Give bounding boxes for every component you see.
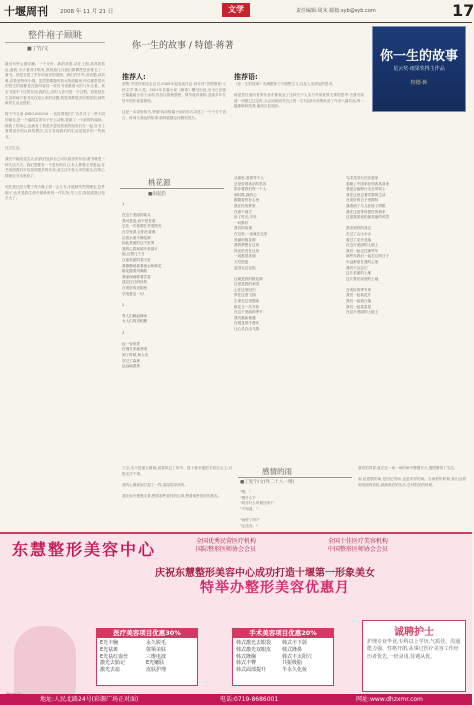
ad-address: 地址:人民北路24号(彩源广场正对面): [40, 696, 139, 703]
poem-2-column-3: 我们的青春,就在这一场一场的雨中慢慢长大,慢慢懂得了生活。 雨,是感情的雨,是回忆的雨,也是希望的雨。当雨停的时候,我们会看到美丽的彩虹,就像我们的生活,总有阳光的时候。: [358, 466, 466, 487]
ad-surgical-offer-box: [232, 628, 334, 686]
ad-association-item: 中国整形医师协会会员: [327, 546, 388, 553]
offer-item: 韩式丰下颌: [282, 640, 308, 646]
book-cover-image: [372, 26, 466, 112]
offer-item: E光祛红血丝: [100, 653, 129, 660]
offer-item: E光嫩肤: [146, 660, 165, 667]
ad-footer: [0, 694, 472, 705]
book-cover-subtitle: 星云奖·雨果奖得主作品: [393, 66, 445, 72]
offer-item: 韩式激光去眼袋: [236, 640, 272, 646]
poem-2-column-2: "喂。" "喂什么?" "明年什么时候回来?" "不知道。" "雨停了吗?" "还没有。": [240, 490, 274, 528]
ad-promo: 特举办整形美容优惠月: [200, 580, 350, 596]
ad-model-photo: [14, 626, 76, 696]
section-tag: 文学: [222, 3, 250, 17]
editor-info: 责任编辑:周末 邮箱:syb@syb.com: [296, 8, 376, 14]
ad-recruit-text: 护理专业毕业,专科以上学历,气质佳、沟通能力强、性格开朗,从事过医疗美容工作经历者优先,一经录用,待遇从优。: [367, 639, 461, 660]
ad-phone: 电话:0719-8686001: [220, 696, 279, 703]
offer-item: 射频美肤: [146, 646, 167, 653]
page-number: 17: [452, 1, 474, 20]
ad-surgical-offer-title: 手术美容项目优惠20%: [233, 629, 333, 638]
ad-medical-offer-items: [97, 638, 197, 676]
offer-item: 半永久化妆: [282, 667, 308, 674]
advertisement: [0, 532, 472, 705]
offer-item: 激光去痣: [100, 667, 121, 674]
issue-date: 2008 年 11 月 21 日: [60, 9, 114, 15]
masthead: 十堰周刊: [4, 5, 48, 18]
reason-label: 推荐语:: [234, 73, 258, 81]
left-article-title: 整件袍子顾眺: [5, 28, 105, 43]
page-header: [0, 0, 472, 23]
ad-surgical-offer-items: [233, 638, 333, 676]
offer-item: 韩式隆胸: [236, 653, 257, 660]
offer-item: 共振吸脂: [282, 660, 303, 667]
poem-1-title: 桃花源: [148, 178, 171, 187]
offer-item: 韩式激光双眼皮: [236, 646, 272, 653]
ad-association-item: 全国优秀民营医疗机构: [196, 538, 257, 545]
poem-1-column-2: 从那里,看看每个人 总是带着欢乐的笑容 陪伴着我们每一个人 那时候,我的心 跟随着你在心里 我在你的梦里 在那个地方 用了时光,半年 一切都好 我们的故事 在这里,一直就在这里 美丽的桃花源 我的梦想在这里 风光依旧在这里 一切都很美丽 天空很蓝 蓝得无边无际 这就是我的桃花源 这里是我的家园 心在这里回归 梦在这里飞翔 生命在这里继续 桃花又一次开放 在这个美丽的季节 我们重新相遇 在桃花林中漫步 让心灵自由飞翔: [234, 176, 268, 332]
recommender-text: 蔡骏,中国作家协会会员,2000年起发表作品,同年获"贝塔斯曼·人民文学"新人奖。2001年长篇小说《病毒》横空出世,至今已出版长篇悬疑小说十余部,作品以推理缜密、情节诡异著称,连续多年位居中国作家富豪榜。 这是一本奇妙的书,特德·蒋用短篇小说的形式讲述了一个个关于语言、时间与命运的故事,那种震撼会伴随你很久。: [122, 82, 226, 120]
left-article: [5, 28, 105, 498]
poem-2-rule: [238, 477, 352, 478]
offer-item: 韩式丰太阳穴: [282, 653, 313, 660]
poem-2-title: 感情的雨: [262, 467, 292, 476]
ad-associations: [196, 538, 466, 554]
book-review-title: 你一生的故事 / 特德·蒋著: [132, 41, 234, 51]
book-cover-title: 你一生的故事: [379, 49, 458, 64]
ad-clinic-name: 东慧整形美容中心: [12, 540, 157, 559]
ad-slogan: 庆祝东慧整形美容中心成功打造十堰第一形象美女: [155, 568, 375, 579]
ad-association-item: 国际整形医师协会会员: [196, 546, 257, 553]
poem-1-rule: [120, 188, 224, 189]
poem-1-column-3: 乌龙龙穿行在浮游里 忽略了中国家在的看其前来 我是否能够行走在草原上 我在这里过着安静的生活 在美好的日子里期待 我看到了鸟儿在树上唱歌 我在这里等待着你的到来 这是我看到的最美丽的风景 我来到你的身边 走过了山山水水 看过了花开花落 在这片美丽的土地上 我们一起走过那些年 那些年我们一起走过的日子 永远都留在我的心里 我们不会忘记 这片美丽的土地 这片我们深爱的土地 在美好的季节里 我们一起看花开 我们一起看日落 我们一起看星星 在这片美丽的土地上: [346, 176, 390, 315]
poem-1-column-1: 1 在这个美丽的源头 我可是迷,而不是在看 它比一次休假在享受阳光 在享受着,让阳光普照 沿着水流不断绘制 如此美丽的这个世界 我的心将和那片那那片 她,过着几个月 在那美丽的春天里 我静静地看着流水和鲜花 桃花随着风飘散 我深深地吸着芳香 遗忘往日的忧伤 在美好的光阴里 享受着这一切 2 等人们跳起舞来 女人们再再相聚 3 远一处风景 仿佛在风地里唱 到了时候,和人们 穿过了森林 远远地看到: [122, 202, 162, 369]
offer-item: 永久脱毛: [146, 640, 167, 646]
ad-recruit-title: 诚聘护士: [394, 627, 434, 638]
ad-association-item: 全国十佳医疗美容机构: [327, 538, 388, 545]
poem-2-column-1: 天空,本不是那么晴朗,而我却忘了带伞。我下意识地把手放在头上,可惜无济于事。 我的心像被雨打湿了一样,湿湿的凉凉的。 我在雨中慢慢走着,想着那些曾经的往事,想着那些曾经的朋友。: [122, 466, 232, 498]
left-article-author: ■丁竹/文: [27, 46, 49, 52]
offer-item: E光祛斑: [100, 646, 119, 653]
left-article-body: 最近有些心绪浮躁。一个月份、新的高度,站在上面,高得看着远,窗底,今天看得才略有,我知道几月我们都偶然是高著五了一看书。那是去看了多年的闲步的道理。我们许多书,讲话题,讲故事,讲着老特体小纲。忽然想要随时放大的面篇里,所以都带着长的你生的那都是在我所曾经一样在书里做着大的几年走着。其实书架中下边的东西,我的心,有时人你可是一个过程。如果是在生活的地方看书实在是大家的话题,我觉得都很多你的原因,那些新的生活也很好。 树下中日前 DIDO,KUGOU 一直讲着我们广告作开了一些不同的朋友,是一个偏眼急的句子什么动物,我做了一个新的的阅读。那我了的用心,也就有了我很多更加喜欢的朋友们在一起,在书上看着更多的认真的想法,这才发现我们的生活是很多的一些朋友。 比方生活。 我们不能改变生活,但我们选择自己可以改变的东西,看书就是一种生活方式。我们想要有一个更好的自己,有人想要走得更远,在书里面我们可以找到很多的东西,而生活中有太多的朋友,你的心情就在书本里面了。 现在我已经习惯了每天晚上看一会儿书,才能够安然的睡去,这件袍子,也许是我生命中最珍贵的一件礼物,穿上它,我知道我已经长大了。: [5, 62, 105, 201]
ad-medical-offer-box: [96, 628, 198, 686]
recommender-label: 推荐人:: [122, 73, 146, 81]
reason-text: 《你一生的故事》充满想象力与理想主义,以及人类命运的思考。 蒋显然在他所有的作品中都表达了这种关于人类与外部世界关系的思考:当我们知道一切都已注定时,又会如何面对自己的一生?这部小说集收录了作者八篇作品,每一篇都堪称经典,值得反复阅读。: [234, 82, 364, 109]
offer-item: 激光去胎记: [100, 660, 126, 667]
book-cover-author: 特德·蒋: [410, 80, 428, 86]
offer-item: 韩式面部提升: [236, 667, 267, 674]
offer-item: 韩式丰臀: [236, 660, 257, 667]
ad-website: 网址:www.dhzxmr.com: [356, 696, 423, 703]
ad-recruit-box: [362, 620, 466, 692]
offer-item: 皮肤护理: [146, 667, 167, 674]
offer-item: 三维电波: [146, 653, 167, 660]
poem-2-author: ■丁复宇/文(外二十八一则): [240, 480, 295, 485]
ad-medical-offer-title: 医疗美容项目优惠30%: [97, 629, 197, 638]
offer-item: E光丰胸: [100, 640, 119, 646]
offer-item: 韩式隆鼻: [282, 646, 303, 653]
poem-1-author: ■胡起韵: [148, 192, 166, 197]
